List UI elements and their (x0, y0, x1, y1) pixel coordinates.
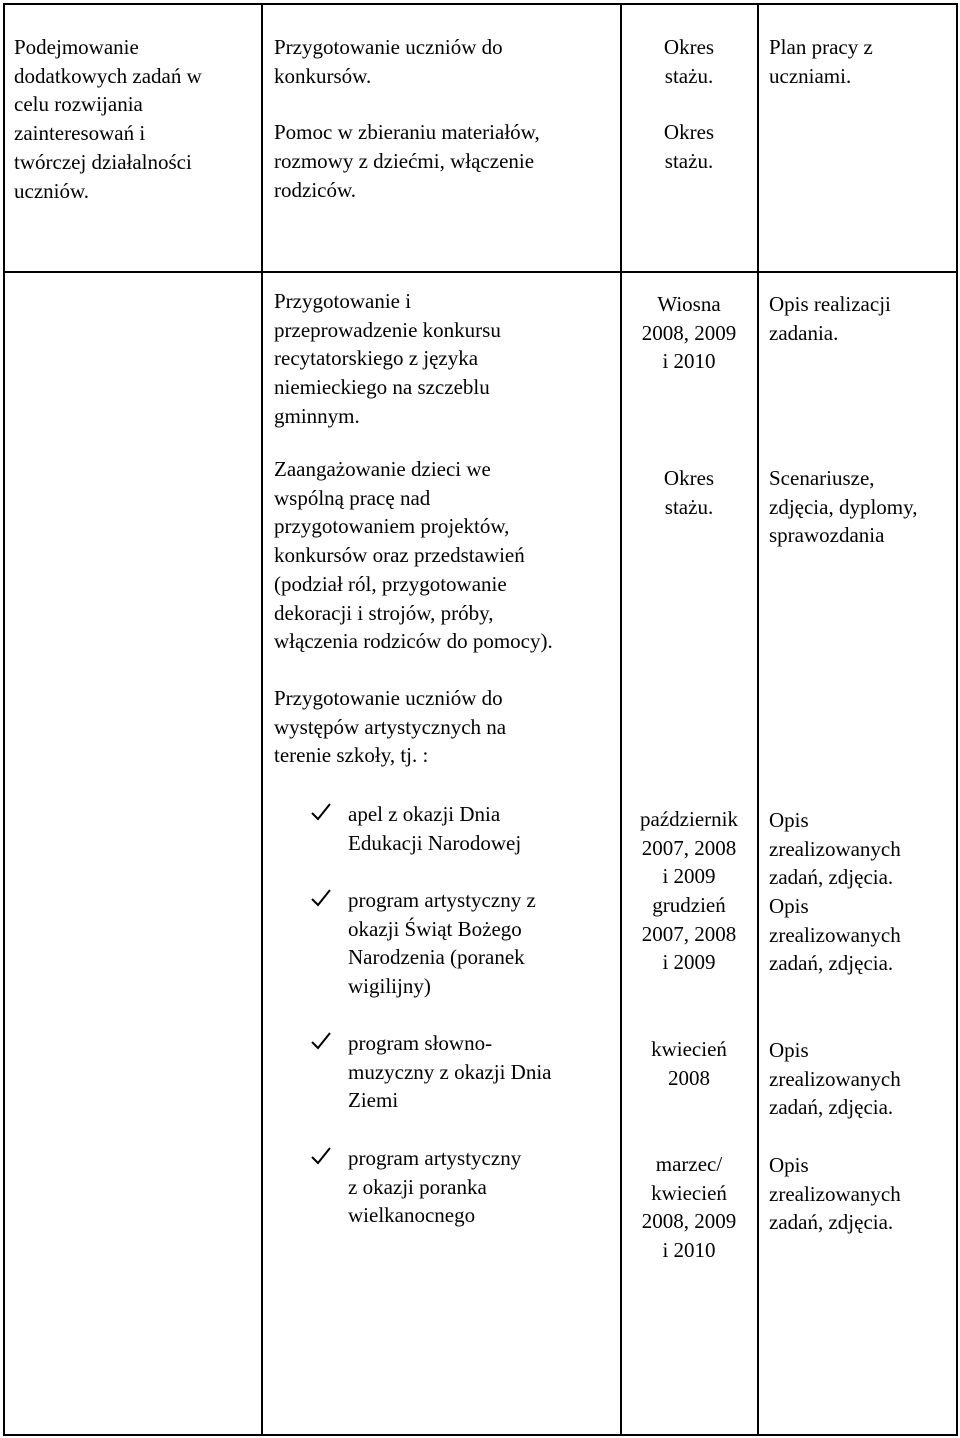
table-border-bottom (3, 1434, 958, 1436)
row2-task-performances-text: Przygotowanie uczniów do występów artystycznych na terenie szkoły, tj. : (274, 686, 507, 768)
row2-evidence-contest-text: Opis realizacji zadania. (769, 292, 891, 345)
row2-term-contest-text: Wiosna 2008, 2009 i 2010 (641, 292, 737, 374)
row1-term-cell (623, 33, 755, 176)
row1-task-help: Pomoc w zbieraniu materiałów, rozmowy z dziećmi, włączenie rodziców. (274, 120, 540, 202)
row2-evidence-projects-text: Scenariusze, zdjęcia, dyplomy, sprawozdania (769, 466, 918, 548)
item-result (769, 1036, 954, 1122)
row2-task-projects-text: Zaangażowanie dzieci we wspólną pracę nad przygotowaniem projektów, konkursów oraz przedstawień (podział ról, przygotowanie dekoracji i strojów, próby, włączenia rodziców do pomocy). (274, 457, 553, 654)
item-result (769, 892, 954, 978)
item-date (623, 1150, 755, 1265)
table-col-divider-2 (620, 3, 622, 1435)
item-date (623, 891, 755, 977)
row2-evidence-contest (769, 290, 954, 347)
list-item (309, 800, 579, 860)
row1-task-competitions: Przygotowanie uczniów do konkursów. (274, 35, 503, 88)
row2-term-projects-text: Okres stażu. (663, 466, 715, 519)
row1-task-cell (274, 33, 614, 205)
row1-term-b: Okres stażu. (663, 120, 715, 174)
row1-goal-cell (14, 33, 259, 205)
table-border-left (3, 3, 5, 1435)
row2-task-performances (274, 684, 614, 770)
list-item (309, 886, 579, 1002)
checkmark-icon (309, 800, 333, 824)
row2-term-contest (623, 290, 755, 376)
item-date-text: grudzień 2007, 2008 i 2009 (641, 893, 737, 975)
table-border-top (3, 3, 958, 5)
item-result-text: Opis zrealizowanych zadań, zdjęcia. (769, 894, 901, 976)
list-item (309, 1029, 579, 1117)
table-col-divider-3 (757, 3, 759, 1435)
row1-goal-text: Podejmowanie dodatkowych zadań w celu rozwijania zainteresowań i twórczej działalności uczniów. (14, 35, 202, 203)
checkmark-icon (309, 1144, 333, 1168)
item-date-text: październik 2007, 2008 i 2009 (640, 807, 738, 889)
checkmark-icon (309, 1029, 333, 1053)
list-item (309, 1144, 579, 1232)
table-row-divider (3, 271, 958, 273)
table-col-divider-1 (261, 3, 263, 1435)
table-border-right (956, 3, 958, 1435)
row2-task-projects (274, 455, 619, 656)
list-item-text: apel z okazji Dnia Edukacji Narodowej (348, 802, 522, 855)
checkmark-icon (309, 886, 333, 910)
item-result-text: Opis zrealizowanych zadań, zdjęcia. (769, 1153, 901, 1235)
row2-term-projects (623, 464, 755, 521)
item-date-text: marzec/ kwiecień 2008, 2009 i 2010 (641, 1152, 737, 1263)
list-item-text: program słowno- muzyczny z okazji Dnia Ziemi (348, 1031, 552, 1113)
row1-evidence-cell (769, 33, 954, 90)
row2-evidence-projects (769, 464, 954, 550)
item-result-text: Opis zrealizowanych zadań, zdjęcia. (769, 1038, 901, 1120)
item-date (623, 805, 755, 891)
item-result (769, 806, 954, 892)
row2-task-contest-text: Przygotowanie i przeprowadzenie konkursu recytatorskiego z języka niemieckiego na szczeblu gminnym. (274, 289, 501, 428)
item-date (623, 1035, 755, 1092)
list-item-text: program artystyczny z okazji Świąt Bożego Narodzenia (poranek wigilijny) (348, 888, 536, 999)
row1-term-a: Okres stażu. (663, 35, 715, 88)
item-date-text: kwiecień 2008 (651, 1037, 727, 1090)
item-result (769, 1151, 954, 1237)
list-item-text: program artystyczny z okazji poranka wielkanocnego (348, 1146, 522, 1228)
row1-evidence-text: Plan pracy z uczniami. (769, 35, 873, 88)
row2-task-contest (274, 287, 614, 431)
item-result-text: Opis zrealizowanych zadań, zdjęcia. (769, 808, 901, 890)
